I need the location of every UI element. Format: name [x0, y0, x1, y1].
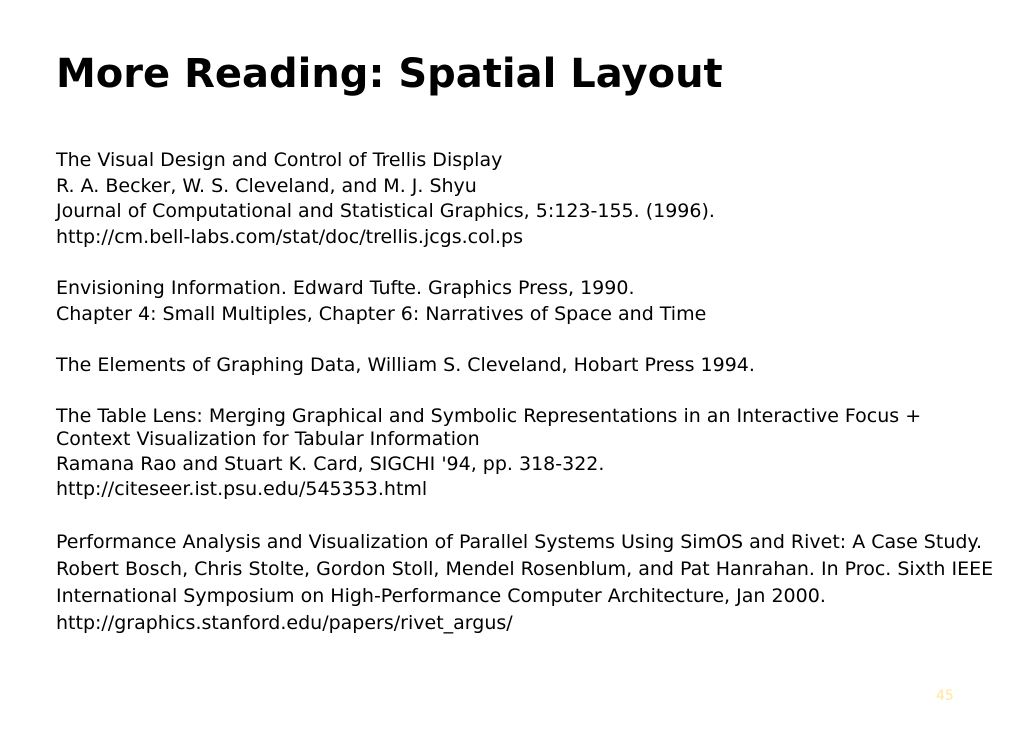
reference-url: http://cm.bell-labs.com/stat/doc/trellis.jcgs.col.ps — [56, 225, 524, 248]
reference-chapters: Chapter 4: Small Multiples, Chapter 6: Narratives of Space and Time — [56, 302, 707, 325]
reference-elements-of-graphing-data — [56, 353, 996, 379]
reference-trellis — [56, 148, 996, 250]
reference-title: The Visual Design and Control of Trellis Display — [56, 149, 503, 171]
reference-url: http://citeseer.ist.psu.edu/545353.html — [56, 478, 428, 500]
reference-envisioning-information — [56, 276, 996, 327]
reference-title: The Elements of Graphing Data, William S. Cleveland, Hobart Press 1994. — [56, 354, 755, 376]
slide-title: More Reading: Spatial Layout — [56, 51, 723, 97]
reference-title: Envisioning Information. Edward Tufte. Graphics Press, 1990. — [56, 277, 635, 299]
slide-number: 45 — [936, 688, 954, 704]
reference-list — [56, 148, 996, 663]
reference-citation: Performance Analysis and Visualization of Parallel Systems Using SimOS and Rivet: A Case Study. Robert Bosch, Chris Stolte, Gordon Stoll, Mendel Rosenblum, and Pat Hanrahan. In Proc. Sixth IEEE International Symposium on High-Performance Computer Architecture, Jan 2000. http://graphics.stanford.edu/papers/rivet_argus/ — [56, 530, 994, 634]
reference-venue: Journal of Computational and Statistical Graphics, 5:123-155. (1996). — [56, 200, 715, 222]
reference-authors: Ramana Rao and Stuart K. Card, SIGCHI '94, pp. 318-322. — [56, 452, 605, 475]
reference-title: The Table Lens: Merging Graphical and Symbolic Representations in an Interactive Focus + Context Visualization for Tabular Information — [56, 404, 922, 450]
reference-authors: R. A. Becker, W. S. Cleveland, and M. J. Shyu — [56, 174, 477, 197]
reference-rivet — [56, 529, 996, 637]
reference-table-lens — [56, 405, 996, 503]
